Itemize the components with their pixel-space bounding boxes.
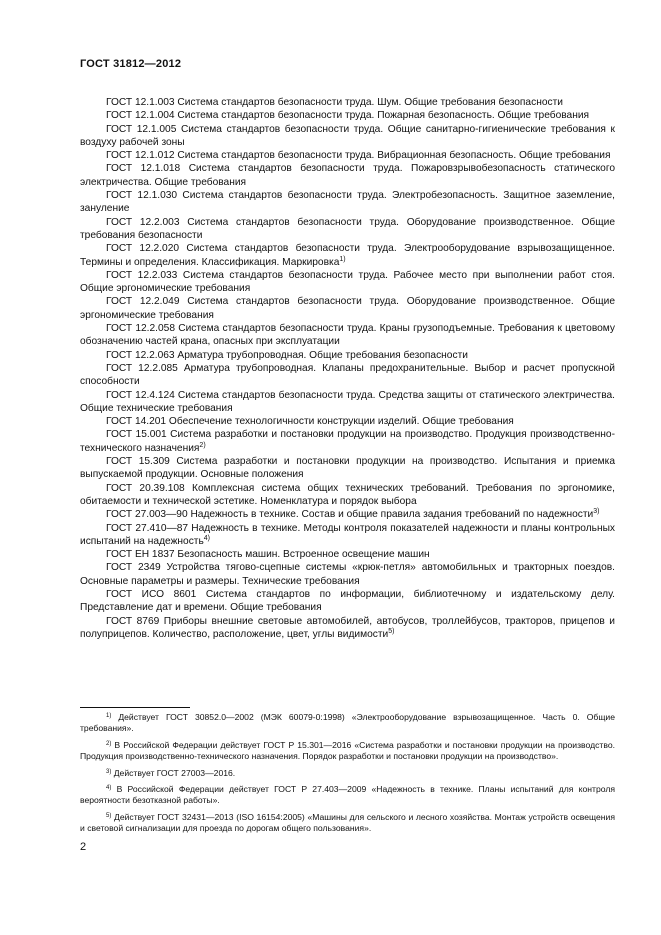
reference-item: ГОСТ 12.1.012 Система стандартов безопасности труда. Вибрационная безопасность. Общие требования — [106, 150, 611, 162]
reference-item: ГОСТ 12.2.033 Система стандартов безопасности труда. Рабочее место при выполнении работ стоя. Общие эргономические требования — [80, 269, 615, 295]
reference-item: ГОСТ 20.39.108 Комплексная система общих технических требований. Требования по эргономике, обитаемости и технической эстетике. Номенклатура и порядок выбора — [80, 482, 615, 507]
footnote-mark: 5) — [106, 812, 112, 819]
footnote-item: $^{2)}$ В Российской Федерации действует ГОСТ Р 15.301—2016 «Система разработки и постановки продукции на производство. Продукция производственно-технического назначения. Порядок разработки и постановки продукции на производство». — [80, 739, 615, 762]
footnote-item: $^{3)}$ Действует ГОСТ 27003—2016. — [106, 767, 236, 778]
reference-item: ГОСТ EH 1837 Безопасность машин. Встроенное освещение машин — [106, 549, 430, 561]
page-header-title: ГОСТ 31812—2012 — [80, 58, 182, 70]
reference-item: ГОСТ 12.1.030 Система стандартов безопасности труда. Электробезопасность. Защитное заземление, зануление — [80, 190, 615, 215]
footnote-mark: 3) — [106, 768, 112, 775]
reference-item: ГОСТ 12.1.004 Система стандартов безопасности труда. Пожарная безопасность. Общие требования — [106, 110, 590, 122]
normative-references-list — [80, 96, 615, 641]
footnote-mark: 2) — [106, 740, 112, 747]
reference-item: ГОСТ 27.003—90 Надежность в технике. Состав и общие правила задания требований по надежности$^{3)}$ — [106, 508, 600, 521]
reference-item: ГОСТ 12.2.085 Арматура трубопроводная. Клапаны предохранительные. Выбор и расчет пропускной способности — [80, 362, 615, 388]
footnote-marker: 3) — [593, 508, 600, 516]
reference-item: ГОСТ 15.309 Система разработки и постановки продукции на производство. Испытания и приемка выпускаемой продукции. Основные положения — [80, 456, 615, 481]
reference-item: ГОСТ 14.201 Обеспечение технологичности конструкции изделий. Общие требования — [106, 416, 514, 428]
page-number: 2 — [80, 841, 87, 853]
footnote-mark: 4) — [106, 785, 112, 792]
reference-item: ГОСТ 15.001 Система разработки и постановки продукции на производство. Продукция производственно-технического назначения$^{2)}$ — [80, 429, 615, 454]
reference-item: ГОСТ ИСО 8601 Система стандартов по информации, библиотечному и издательскому делу. Представление дат и времени. Общие требования — [80, 588, 615, 614]
footnote-item: $^{4)}$ В Российской Федерации действует ГОСТ Р 27.403—2009 «Надежность в технике. Планы испытаний для контроля вероятности безотказной работы». — [80, 784, 615, 806]
reference-item: ГОСТ 12.2.058 Система стандартов безопасности труда. Краны грузоподъемные. Требования к цветовому обозначению частей крана, опасных при эксплуатации — [80, 323, 615, 348]
reference-item: ГОСТ 12.4.124 Система стандартов безопасности труда. Средства защиты от статического электричества. Общие технические требования — [80, 389, 615, 414]
reference-item: ГОСТ 12.1.005 Система стандартов безопасности труда. Общие санитарно-гигиенические требования к воздуху рабочей зоны — [80, 123, 615, 148]
footnote-marker: 1) — [339, 255, 346, 263]
footnotes — [80, 712, 615, 840]
footnote-item: $^{5)}$ Действует ГОСТ 32431—2013 (ISO 16154:2005) «Машины для сельского и лесного хозяйства. Монтаж устройств освещения и световой сигнализации для проезда по дорогам общего пользования». — [80, 811, 615, 834]
reference-item: ГОСТ 8769 Приборы внешние световые автомобилей, автобусов, троллейбусов, тракторов, прицепов и полуприцепов. Количество, расположение, цвет, углы видимости$^{5)}$ — [80, 615, 615, 640]
footnote-marker: 5) — [388, 627, 395, 635]
reference-item: ГОСТ 12.2.063 Арматура трубопроводная. Общие требования безопасности — [106, 349, 468, 361]
reference-item: ГОСТ 12.1.018 Система стандартов безопасности труда. Пожаровзрывобезопасность статического электричества. Общие требования — [80, 163, 615, 188]
footnote-mark: 1) — [106, 713, 112, 719]
footnote-marker: 2) — [199, 441, 206, 449]
footnote-item: $^{1)}$ Действует ГОСТ 30852.0—2002 (МЭК 60079-0:1998) «Электрооборудование взрывозащищенное. Часть 0. Общие требования». — [80, 712, 615, 734]
reference-item: ГОСТ 12.2.049 Система стандартов безопасности труда. Оборудование производственное. Общие эргономические требования — [80, 296, 615, 321]
reference-item: ГОСТ 2349 Устройства тягово-сцепные системы «крюк-петля» автомобильных и тракторных поездов. Основные параметры и размеры. Технические требования — [80, 562, 615, 587]
reference-item: ГОСТ 27.410—87 Надежность в технике. Методы контроля показателей надежности и планы контрольных испытаний на надежность$^{4)}$ — [80, 522, 615, 547]
reference-item: ГОСТ 12.1.003 Система стандартов безопасности труда. Шум. Общие требования безопасности — [106, 97, 563, 108]
reference-item: ГОСТ 12.2.020 Система стандартов безопасности труда. Электрооборудование взрывозащищенное. Термины и определения. Классификация. Маркировка$^{1)}$ — [80, 243, 615, 268]
reference-item: ГОСТ 12.2.003 Система стандартов безопасности труда. Оборудование производственное. Общие требования безопасности — [80, 216, 615, 241]
footnote-marker: 4) — [203, 534, 210, 542]
footnote-separator — [80, 707, 190, 708]
